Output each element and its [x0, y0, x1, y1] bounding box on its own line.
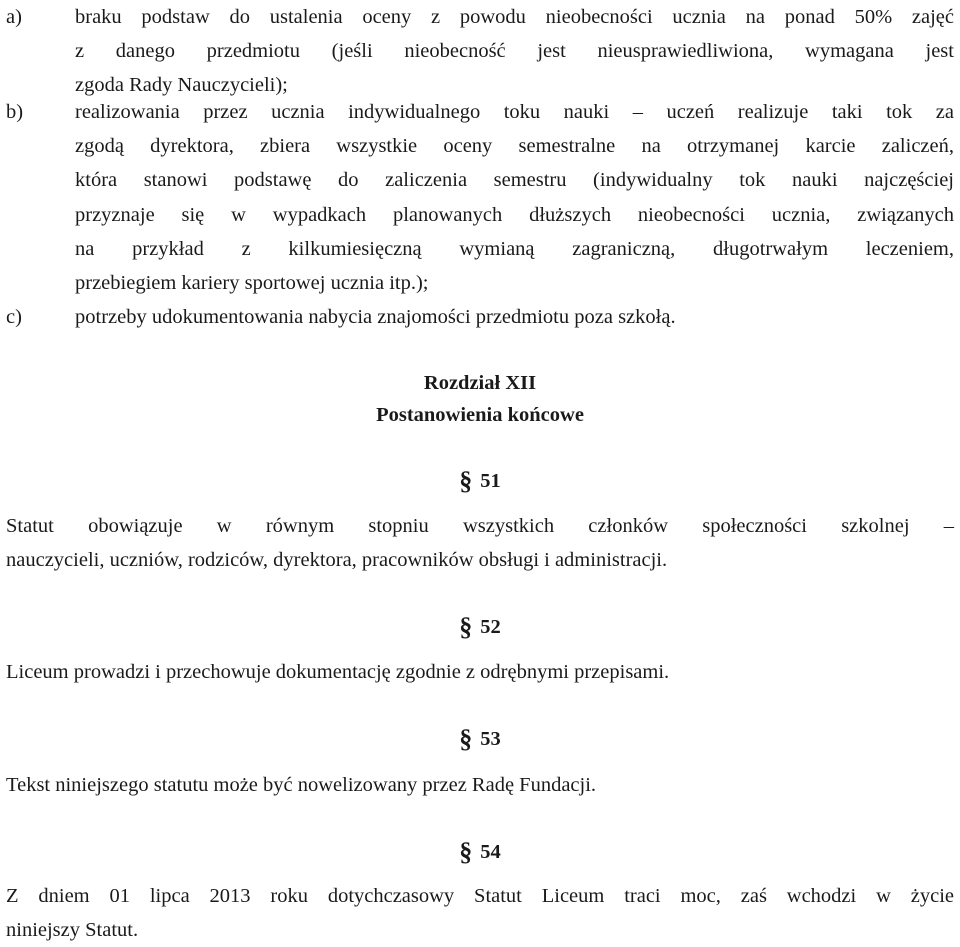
text-line: Statut obowiązuje w równym stopniu wszystkich członków społeczności szkolnej –: [6, 515, 954, 537]
text-line: która stanowi podstawę do zaliczenia semestru (indywidualny tok nauki najczęściej: [75, 169, 954, 192]
section-paragraph-52: [6, 655, 954, 689]
list-marker: c): [6, 306, 22, 328]
text-line: potrzeby udokumentowania nabycia znajomości przedmiotu poza szkołą.: [75, 306, 676, 328]
text-line: braku podstaw do ustalenia oceny z powodu nieobecności ucznia na ponad 50% zajęć: [75, 6, 954, 28]
text-line: Tekst niniejszego statutu może być nowelizowany przez Radę Fundacji.: [6, 774, 597, 796]
section-symbol: §: [459, 612, 473, 641]
text-line: zgodą dyrektora, zbiera wszystkie oceny semestralne na otrzymanej karcie zaliczeń,: [75, 135, 954, 158]
text-line: nauczycieli, uczniów, rodziców, dyrektora, pracowników obsługi i administracji.: [6, 549, 668, 572]
section-paragraph-51: [6, 509, 954, 577]
list-marker: b): [6, 101, 24, 123]
text-line: przyznaje się w wypadkach planowanych dłuższych nieobecności ucznia, związanych: [75, 203, 954, 226]
text-line: przebiegiem kariery sportowej ucznia itp.);: [75, 271, 429, 294]
text-line: Z dniem 01 lipca 2013 roku dotychczasowy Statut Liceum traci moc, zaś wchodzi w życie: [6, 885, 954, 907]
text-line: zgoda Rady Nauczycieli);: [75, 74, 288, 97]
section-paragraph-53: [6, 768, 954, 802]
section-number: 54: [480, 841, 501, 863]
chapter-number: Rozdział XII: [423, 372, 537, 394]
section-paragraph-54: [6, 879, 954, 947]
chapter-title: Postanowienia końcowe: [376, 404, 584, 426]
text-line: z danego przedmiotu (jeśli nieobecność jest nieusprawiedliwiona, wymagana jest: [75, 40, 954, 63]
section-symbol: §: [459, 837, 473, 866]
text-line: niniejszy Statut.: [6, 919, 139, 942]
section-heading-52: [0, 610, 960, 644]
list-item-b: [6, 95, 954, 300]
section-symbol: §: [459, 466, 473, 495]
text-line: na przykład z kilkumiesięczną wymianą zagraniczną, długotrwałym leczeniem,: [75, 237, 954, 260]
text-line: realizowania przez ucznia indywidualnego toku nauki – uczeń realizuje taki tok za: [75, 101, 954, 123]
section-number: 53: [480, 728, 501, 750]
list-marker: a): [6, 6, 22, 28]
text-line: Liceum prowadzi i przechowuje dokumentację zgodnie z odrębnymi przepisami.: [6, 661, 670, 683]
section-symbol: §: [459, 724, 473, 753]
section-heading-51: [0, 464, 960, 498]
list-item-c: [6, 300, 954, 334]
section-number: 52: [480, 616, 501, 638]
section-number: 51: [480, 470, 501, 492]
list-item-a: [6, 0, 954, 103]
section-heading-53: [0, 722, 960, 756]
section-heading-54: [0, 835, 960, 869]
